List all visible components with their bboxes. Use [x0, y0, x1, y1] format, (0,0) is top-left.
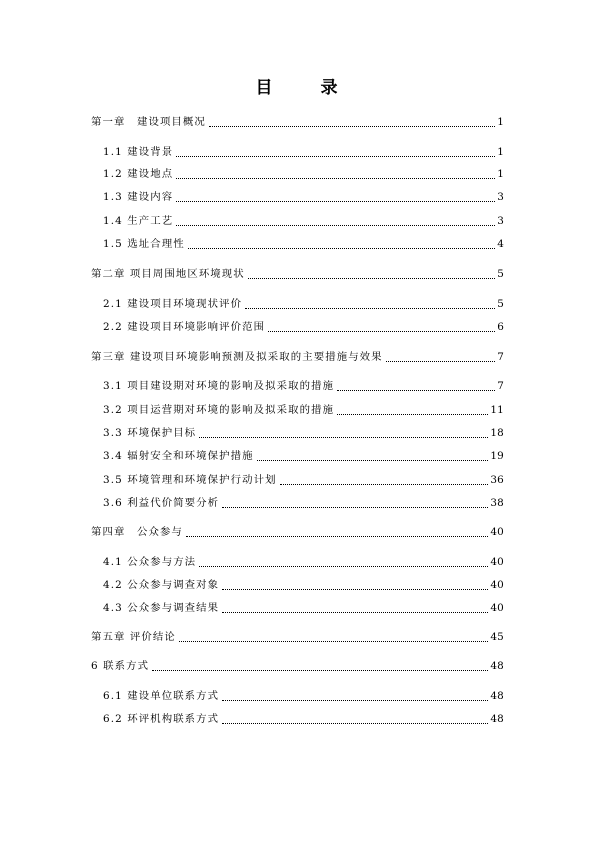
dot-leader: [176, 177, 495, 179]
toc-entry-label: 第五章 评价结论: [91, 631, 176, 643]
toc-entry-page-number: 4: [497, 238, 504, 250]
toc-entry-page-number: 1: [497, 168, 504, 180]
toc-entry-label: 1.3 建设内容: [103, 191, 174, 203]
toc-entry-section-3-4[interactable]: [103, 449, 504, 463]
toc-entry-label: 1.5 选址合理性: [103, 238, 185, 250]
toc-entry-section-2-1[interactable]: [103, 297, 504, 311]
dot-leader: [176, 224, 495, 226]
toc-entry-section-1-1[interactable]: [103, 145, 504, 159]
toc-entry-label: 1.2 建设地点: [103, 168, 174, 180]
dot-leader: [222, 506, 488, 508]
toc-entry-chapter-2[interactable]: [91, 267, 504, 281]
toc-entry-page-number: 5: [497, 268, 504, 280]
toc-entry-section-1-5[interactable]: [103, 237, 504, 251]
toc-entry-page-number: 1: [497, 116, 504, 128]
toc-entry-section-1-3[interactable]: [103, 190, 504, 204]
toc-entry-section-1-4[interactable]: [103, 214, 504, 228]
toc-entry-label: 3.5 环境管理和环境保护行动计划: [103, 474, 277, 486]
toc-entry-page-number: 40: [490, 526, 504, 538]
toc-entry-page-number: 40: [490, 556, 504, 568]
dot-leader: [222, 611, 488, 613]
dot-leader: [257, 459, 489, 461]
toc-entry-label: 2.1 建设项目环境现状评价: [103, 298, 243, 310]
toc-entry-chapter-6[interactable]: [91, 659, 504, 673]
toc-entry-section-3-5[interactable]: [103, 473, 504, 487]
dot-leader: [176, 155, 495, 157]
toc-entry-page-number: 3: [497, 215, 504, 227]
toc-entry-page-number: 40: [490, 579, 504, 591]
toc-entry-page-number: 48: [490, 713, 504, 725]
toc-entry-section-1-2[interactable]: [103, 167, 504, 181]
toc-entry-page-number: 45: [490, 631, 504, 643]
toc-entry-section-3-1[interactable]: [103, 379, 504, 393]
dot-leader: [186, 535, 488, 537]
toc-entry-section-4-2[interactable]: [103, 578, 504, 592]
toc-entry-page-number: 18: [490, 427, 504, 439]
toc-entry-page-number: 48: [490, 690, 504, 702]
toc-entry-chapter-1[interactable]: [91, 115, 504, 129]
toc-entry-label: 3.3 环境保护目标: [103, 427, 197, 439]
toc-entry-label: 6 联系方式: [91, 660, 150, 672]
toc-entry-page-number: 6: [497, 321, 504, 333]
toc-entry-label: 第四章 公众参与: [91, 526, 183, 538]
dot-leader: [152, 669, 488, 671]
dot-leader: [199, 436, 488, 438]
toc-entry-chapter-3[interactable]: [91, 350, 504, 364]
toc-entry-page-number: 48: [490, 660, 504, 672]
dot-leader: [280, 483, 489, 485]
toc-entry-label: 3.4 辐射安全和环境保护措施: [103, 450, 254, 462]
toc-entry-page-number: 36: [490, 474, 504, 486]
toc-entry-section-6-2[interactable]: [103, 712, 504, 726]
toc-entry-page-number: 5: [497, 298, 504, 310]
dot-leader: [337, 413, 488, 415]
toc-entry-page-number: 3: [497, 191, 504, 203]
toc-entry-label: 6.1 建设单位联系方式: [103, 690, 220, 702]
toc-entry-label: 3.6 利益代价简要分析: [103, 497, 220, 509]
toc-entry-label: 2.2 建设项目环境影响评价范围: [103, 321, 266, 333]
toc-entry-section-6-1[interactable]: [103, 689, 504, 703]
dot-leader: [222, 699, 488, 701]
toc-entry-section-4-3[interactable]: [103, 601, 504, 615]
toc-entry-label: 4.2 公众参与调查对象: [103, 579, 220, 591]
toc-entry-label: 第二章 项目周围地区环境现状: [91, 268, 245, 280]
toc-entry-chapter-5[interactable]: [91, 630, 504, 644]
dot-leader: [222, 722, 488, 724]
toc-entry-label: 3.2 项目运营期对环境的影响及拟采取的措施: [103, 404, 335, 416]
dot-leader: [248, 277, 495, 279]
toc-entry-label: 4.1 公众参与方法: [103, 556, 197, 568]
toc-entry-label: 4.3 公众参与调查结果: [103, 602, 220, 614]
dot-leader: [337, 389, 495, 391]
dot-leader: [386, 360, 496, 362]
dot-leader: [199, 565, 488, 567]
toc-entry-section-3-2[interactable]: [103, 403, 504, 417]
toc-entry-page-number: 11: [490, 404, 504, 416]
page-title: 目 录: [255, 78, 340, 98]
toc-entry-label: 6.2 环评机构联系方式: [103, 713, 220, 725]
toc-entry-page-number: 19: [490, 450, 504, 462]
toc-entry-chapter-4[interactable]: [91, 525, 504, 539]
toc-entry-page-number: 40: [490, 602, 504, 614]
toc-entry-section-3-3[interactable]: [103, 426, 504, 440]
dot-leader: [176, 200, 495, 202]
toc-entry-label: 3.1 项目建设期对环境的影响及拟采取的措施: [103, 380, 335, 392]
toc-entry-section-2-2[interactable]: [103, 320, 504, 334]
toc-entry-section-3-6[interactable]: [103, 496, 504, 510]
toc-entry-page-number: 1: [497, 146, 504, 158]
dot-leader: [268, 330, 495, 332]
dot-leader: [179, 640, 489, 642]
toc-entry-page-number: 38: [490, 497, 504, 509]
toc-entry-page-number: 7: [497, 380, 504, 392]
dot-leader: [209, 125, 495, 127]
toc-entry-section-4-1[interactable]: [103, 555, 504, 569]
toc-entry-label: 1.4 生产工艺: [103, 215, 174, 227]
dot-leader: [188, 247, 496, 249]
dot-leader: [245, 307, 495, 309]
toc-entry-label: 第一章 建设项目概况: [91, 116, 206, 128]
toc-entry-page-number: 7: [497, 351, 504, 363]
dot-leader: [222, 588, 488, 590]
toc-entry-label: 第三章 建设项目环境影响预测及拟采取的主要措施与效果: [91, 351, 383, 363]
toc-entry-label: 1.1 建设背景: [103, 146, 174, 158]
